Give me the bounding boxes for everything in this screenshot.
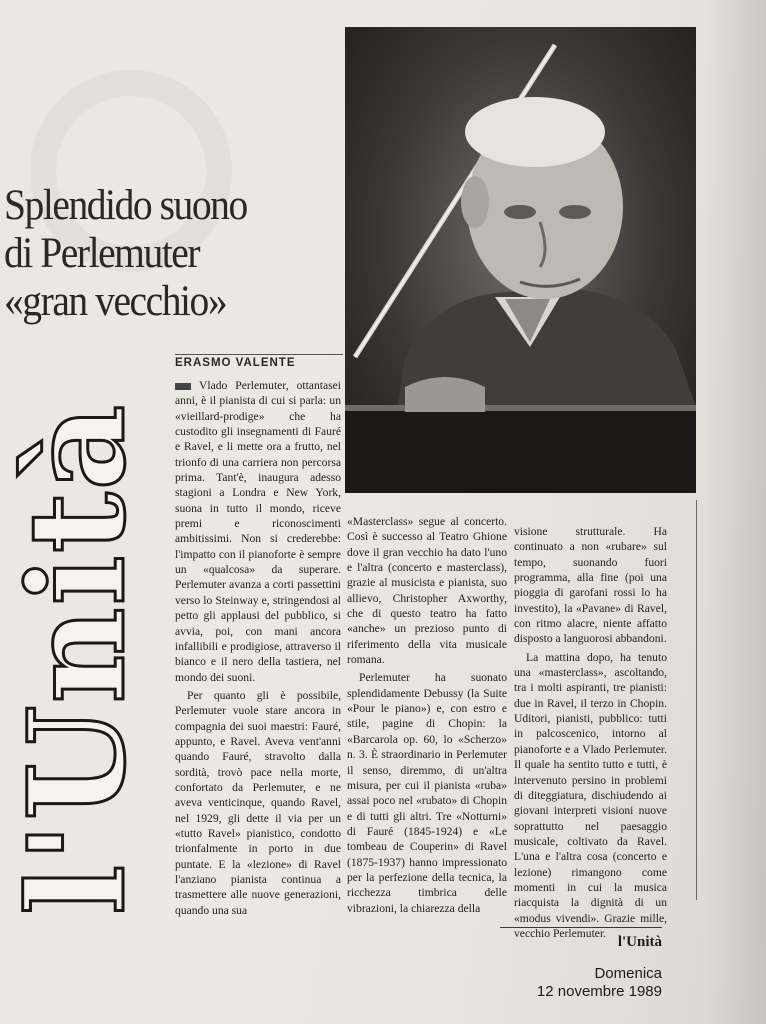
headline-line-1: Splendido suono bbox=[4, 182, 247, 229]
page-edge-shadow bbox=[706, 0, 766, 1024]
headline bbox=[4, 182, 317, 326]
paragraph: Per quanto gli è possibile, Perlemuter vuole stare ancora in compagnia dei suoi maestri: Fauré, appunto, e Ravel. Aveva vent'anni quando Fauré, stravolto dalla sordità, trovò pace nella morte, confortato da Perlemuter, e ne aveva venticinque, quando Ravel, nel 1929, gli dette il via per un «tutto Ravel» pianistico, condotto trionfalmente in porto in due puntate. E la «lezione» di Ravel l'anziano pianista continua a trasmettere alle nuove generazioni, quando una sua bbox=[175, 688, 341, 917]
headline-line-3: «gran vecchio» bbox=[4, 278, 227, 325]
masthead-logo: l'Unità bbox=[0, 402, 155, 915]
article-column-1 bbox=[175, 378, 341, 918]
publication-name: l'Unità bbox=[617, 934, 662, 950]
column-rule bbox=[696, 500, 697, 900]
source-note bbox=[500, 927, 662, 1001]
pianist-photo bbox=[345, 27, 696, 493]
paragraph: visione strutturale. Ha continuato a non «rubare» sul tempo, suonando fuori programma, alla fine (poi una pioggia di garofani rossi lo ha investito), la «Pavane» di Ravel, con ritmo alacre, niente affatto disposto a languorosi abbandoni. bbox=[514, 525, 667, 646]
paragraph: Vlado Perlemuter, ottantasei anni, è il pianista di cui si parla: un «vieillard-prodige» che ha custodito gli insegnamenti di Fauré e Ravel, e li mette ora a frutto, nel trionfo di una carriera non percorsa prima. Tant'è, inaugura adesso stagioni a Londra e New York, suona in tutto il mondo, riceve premi e riconoscimenti ambitissimi. Non si crederebbe: l'impatto con il pianoforte è sempre un «qualcosa» da superare. Perlemuter avanza a corti passettini verso lo Steinway e, stringendosi al petto gli applausi del pubblico, si avvia, poi, con mani ancora infallibili e prodigiose, attraverso il bianco e il nero della tastiera, nel mondo dei suoni. bbox=[175, 379, 341, 684]
headline-line-2: di Perlemuter bbox=[4, 230, 200, 277]
publication-day: Domenica bbox=[594, 965, 662, 982]
paragraph: La mattina dopo, ha tenuto una «masterclass», ascoltando, tra i molti aspiranti, tre pianisti: due in Ravel, il terzo in Chopin. Uditori, pianisti, pubblico: tutti in palcoscenico, intorno al pianoforte e a Vlado Perlemuter. Il quale ha sentito tutto e tutti, è intervenuto persino in problemi di diteggiatura, dischiudendo ai giovani interpreti visioni nuove soprattutto nel paesaggio musicale, coltivato da Ravel. L'una e l'altra cosa (concerto e lezione) rimangono come momenti in cui la musica riacquista la dignità di un «modus vivendi». Grazie mille, vecchio Perlemuter. bbox=[514, 650, 667, 940]
paragraph: Perlemuter ha suonato splendidamente Debussy (la Suite «Pour le piano») e, con estro e stile, pagine di Chopin: la «Barcarola op. 60, lo «Scherzo» n. 3. È straordinario in Perlemuter il senso, diremmo, di un'altra misura, per cui il pianista «ruba» assai poco nel «rubato» di Chopin e di tutti gli altri. Tre «Notturni» di Fauré (1845-1924) e «Le tombeau de Couperin» di Ravel (1875-1937) hanno impressionato per la perfezione della tecnica, la ricchezza timbrica delle vibrazioni, la chiarezza della bbox=[347, 671, 507, 915]
paragraph: «Masterclass» segue al concerto. Così è successo al Teatro Ghione dove il gran vecchio ha dato l'uno e l'altra (concerto e masterclass), grazie al musicista e pianista, suo allievo, Christopher Axworthy, che di questo teatro ha fatto «anche» un prezioso punto di riferimento della vita musicale romana. bbox=[347, 515, 507, 667]
publication-date: 12 novembre 1989 bbox=[536, 983, 662, 1000]
article-column-3 bbox=[514, 524, 667, 941]
section-marker-icon bbox=[175, 383, 191, 390]
pianist-illustration bbox=[345, 27, 696, 493]
author-byline: ERASMO VALENTE bbox=[175, 354, 343, 369]
article-column-2 bbox=[347, 514, 507, 916]
